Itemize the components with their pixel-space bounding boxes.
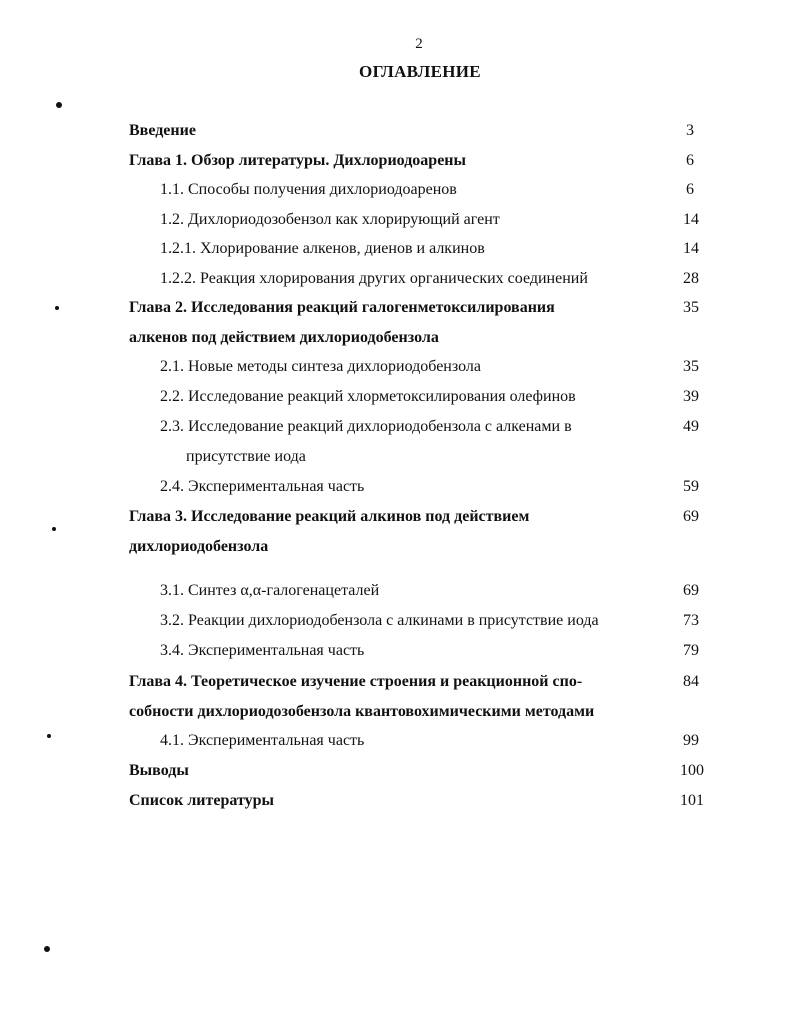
toc-entry-chapter-2-cont[interactable]: алкенов под действием дихлориодобензола [129,329,439,346]
toc-entry-1-2[interactable]: 1.2. Дихлориодозобензол как хлорирующий агент [160,211,500,228]
toc-page-2-3: 49 [683,418,699,435]
toc-page-3-1: 69 [683,582,699,599]
toc-entry-2-3-cont[interactable]: присутствие иода [186,448,306,465]
toc-page-conclusions: 100 [680,762,704,779]
toc-page-1-2: 14 [683,211,699,228]
toc-page-3-4: 79 [683,642,699,659]
page-title: ОГЛАВЛЕНИЕ [359,62,481,81]
toc-entry-conclusions[interactable]: Выводы [129,762,189,779]
toc-entry-3-2[interactable]: 3.2. Реакции дихлориодобензола с алкинами в присутствие иода [160,612,599,629]
toc-entry-chapter-2[interactable]: Глава 2. Исследования реакций галогенметоксилирования [129,299,555,316]
toc-page-2-1: 35 [683,358,699,375]
toc-page-1-2-2: 28 [683,270,699,287]
toc-entry-references[interactable]: Список литературы [129,792,274,809]
toc-entry-1-2-1[interactable]: 1.2.1. Хлорирование алкенов, диенов и алкинов [160,240,485,257]
toc-page-2-2: 39 [683,388,699,405]
toc-page-3-2: 73 [683,612,699,629]
toc-page-chapter-3: 69 [683,508,699,525]
toc-entry-1-1[interactable]: 1.1. Способы получения дихлориодоаренов [160,181,457,198]
page-number: 2 [415,36,423,52]
toc-page-intro: 3 [686,122,694,139]
toc-page-chapter-1: 6 [686,152,694,169]
toc-page-chapter-2: 35 [683,299,699,316]
toc-entry-2-3[interactable]: 2.3. Исследование реакций дихлориодобензола с алкенами в [160,418,572,435]
toc-entry-2-1[interactable]: 2.1. Новые методы синтеза дихлориодобензола [160,358,481,375]
toc-entry-chapter-3[interactable]: Глава 3. Исследование реакций алкинов под действием [129,508,530,525]
toc-entry-3-4[interactable]: 3.4. Экспериментальная часть [160,642,365,659]
toc-page-1-2-1: 14 [683,240,699,257]
toc-page-references: 101 [680,792,704,809]
toc-page-1-1: 6 [686,181,694,198]
toc-page-2-4: 59 [683,478,699,495]
toc-entry-2-4[interactable]: 2.4. Экспериментальная часть [160,478,365,495]
toc-entry-3-1[interactable]: 3.1. Синтез α,α-галогенацеталей [160,582,380,599]
toc-page-chapter-4: 84 [683,673,699,690]
toc-entry-1-2-2[interactable]: 1.2.2. Реакция хлорирования других органических соединений [160,270,588,287]
toc-page-4-1: 99 [683,732,699,749]
toc-entry-chapter-1[interactable]: Глава 1. Обзор литературы. Дихлориодоарены [129,152,467,169]
toc-entry-2-2[interactable]: 2.2. Исследование реакций хлорметоксилирования олефинов [160,388,576,405]
toc-entry-chapter-4[interactable]: Глава 4. Теоретическое изучение строения и реакционной спо- [129,673,583,690]
toc-entry-chapter-4-cont[interactable]: собности дихлориодозобензола квантовохимическими методами [129,703,595,720]
toc-entry-4-1[interactable]: 4.1. Экспериментальная часть [160,732,365,749]
toc-entry-chapter-3-cont[interactable]: дихлориодобензола [129,538,269,555]
toc-entry-intro[interactable]: Введение [129,122,196,139]
